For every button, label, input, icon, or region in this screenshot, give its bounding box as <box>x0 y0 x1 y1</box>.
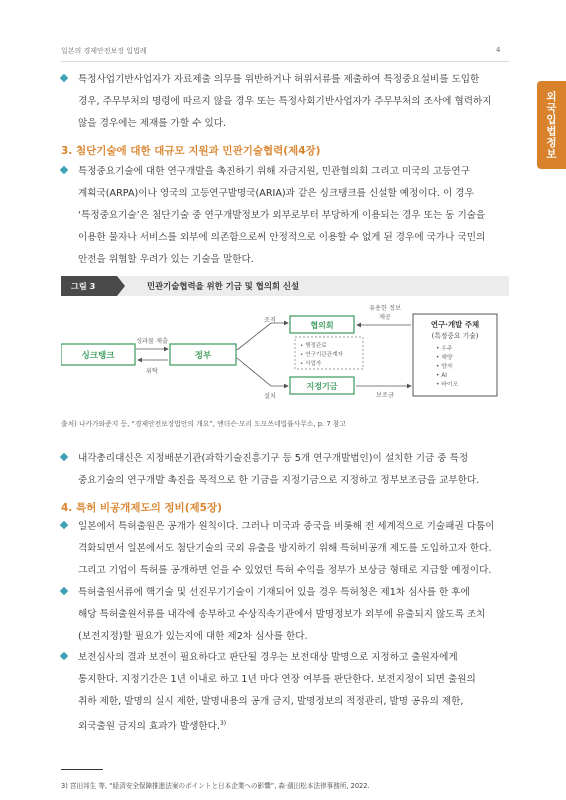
government-label: 정부 <box>194 351 212 361</box>
text-line: 일본에서 특허출원은 공개가 원칙이다. 그러나 미국과 중국을 비롯해 전 세계적으로 기술패권 다툼이 <box>78 521 495 532</box>
arrow-establish <box>237 358 288 386</box>
text-line: 외국출원 금지의 효과가 발생한다. <box>78 721 220 733</box>
council-member-item: • 행정관료 <box>300 343 327 349</box>
text-line: 격화되면서 일본에서도 첨단기술의 국외 유출을 방지하기 위해 특허비공개 제도를 도입하고자 한다. <box>78 543 492 554</box>
text-line: (보전지정)할 필요가 있는지에 대한 제2차 심사를 한다. <box>78 631 308 642</box>
text-line: 통지한다. 지정기간은 1년 이내로 하고 1년 마다 연장 여부를 판단한다. 보전지정이 되면 출원의 <box>78 674 476 685</box>
text-line: ‘특정중요기술’은 첨단기술 중 연구개발정보가 외부로부터 부당하게 이용되는 경우 또는 동 기술을 <box>78 210 486 221</box>
commission-label: 위탁 <box>146 368 158 375</box>
research-body-title: 연구·개발 주체 <box>430 320 480 329</box>
page-number: 4 <box>496 46 501 54</box>
research-field-item: • 바이오 <box>436 382 459 388</box>
bullet-paragraph-sanctions <box>61 69 509 135</box>
text-line-last <box>78 713 509 738</box>
bullet-paragraph-fund-designation <box>61 448 509 492</box>
research-field-item: • AI <box>436 373 447 379</box>
text-line: 그리고 기업이 특허를 공개하면 얻을 수 있었던 특허 수익을 정부가 보상금 형태로 지급할 예정이다. <box>78 565 492 576</box>
footnote-3: 3) 宮田邦生 等, “経済安全保障推進法案のポイントと日本企業への影響”, 森·濱田松本法律事務所, 2022. <box>61 782 370 790</box>
text-line: 중요기술의 연구개발 촉진을 목적으로 한 기금을 지정기금으로 지정하고 정부보조금을 교부한다. <box>78 475 480 486</box>
bullet-paragraph-tech-support <box>61 161 509 271</box>
council-label: 협의회 <box>310 321 334 330</box>
text-line: 보전심사의 결과 보전이 필요하다고 판단될 경우는 보전대상 발명으로 지정하고 출원자에게 <box>78 652 458 663</box>
footnote-ref: 3) <box>219 720 227 727</box>
side-section-tab <box>537 81 566 169</box>
figure-title-bar <box>61 276 509 296</box>
text-line: 않을 경우에는 제재를 가할 수 있다. <box>78 118 227 129</box>
think-tank-label: 싱크탱크 <box>81 351 115 361</box>
text-line: 취하 제한, 발명의 실시 제한, 발명내용의 공개 금지, 발명정보의 적정관리, 발명 공유의 제한, <box>78 696 464 707</box>
text-line: 경우, 주무부처의 명령에 따르지 않을 경우 또는 특정사회기반사업자가 주무부처의 조사에 협력하지 <box>78 96 492 107</box>
text-line: 안전을 위협할 우려가 있는 기술을 말한다. <box>78 254 254 265</box>
establish-label: 설치 <box>264 393 276 400</box>
figure-title: 민관기술협력을 위한 기금 및 협의회 신설 <box>147 281 300 291</box>
text-line: 특정사업기반사업자가 자료제출 의무를 위반하거나 허위서류를 제출하여 특정중요설비를 도입한 <box>78 74 480 85</box>
research-field-item: • 해양 <box>436 355 453 361</box>
text-line: 계획국(ARPA)이나 영국의 고등연구발명국(ARIA)과 같은 싱크탱크를 신설할 예정이다. 이 경우 <box>78 188 474 199</box>
section-heading-4: 4. 특허 비공개제도의 정비(제5장) <box>61 502 222 514</box>
fund-council-diagram <box>61 300 509 410</box>
info-provide-label: 유용한 정보 <box>369 305 401 312</box>
organize-label: 조직 <box>264 317 276 324</box>
section-heading-3: 3. 첨단기술에 대한 대규모 지원과 민관기술협력(제4장) <box>61 145 321 157</box>
bullet-paragraph-patent-review <box>61 582 509 648</box>
result-submit-label: 성과물 제출 <box>136 338 168 345</box>
bullet-paragraph-preservation <box>61 647 509 738</box>
arrow-organize <box>237 323 288 350</box>
bullet-paragraph-patent-principle <box>61 516 509 582</box>
text-line: 특정중요기술에 대한 연구개발을 촉진하기 위해 자금지원, 민관협의회 그리고 미국의 고등연구 <box>78 166 470 177</box>
research-field-item: • 양자 <box>436 364 453 370</box>
council-member-item: • 사업자 <box>300 361 322 367</box>
council-member-item: • 연구기관관계자 <box>300 352 343 358</box>
fund-label: 지정기금 <box>306 382 338 391</box>
figure-number: 그림 3 <box>61 276 117 296</box>
figure-source: 출처) 나카가와준지 등, “경제안전보장법안의 개요”, 앤더슨·모리 도모쓰네법률사무소, p. 7 참고 <box>61 420 346 428</box>
header-divider <box>61 61 509 62</box>
text-line: 이용한 물자나 서비스를 외부에 의존함으로써 안정적으로 이용할 수 없게 된 경우에 국가나 국민의 <box>78 232 486 243</box>
text-line: 내각총리대신은 지정배분기관(과학기술진흥기구 등 5개 연구개발법인)이 설치한 기금 중 특정 <box>78 453 469 464</box>
text-line: 특허출원서류에 핵기술 및 선진무기기술이 기재되어 있을 경우 특허청은 제1차 심사를 한 후에 <box>78 587 470 598</box>
subsidy-label: 보조금 <box>376 392 394 399</box>
research-field-item: • 우주 <box>436 346 453 352</box>
text-line: 해당 특허출원서류를 내각에 송부하고 수상직속기관에서 발명정보가 외부에 유출되지 않도록 조치 <box>78 609 486 620</box>
footnote-divider <box>61 769 103 770</box>
figure-tag-arrow <box>117 276 125 296</box>
side-tab-label: 외국입법정보 <box>545 90 557 160</box>
research-body-subtitle: (특정중요 기술) <box>431 332 479 340</box>
running-header-title: 일본의 경제안전보장 입법례 <box>61 47 147 55</box>
info-provide-label-2: 제공 <box>379 314 391 321</box>
